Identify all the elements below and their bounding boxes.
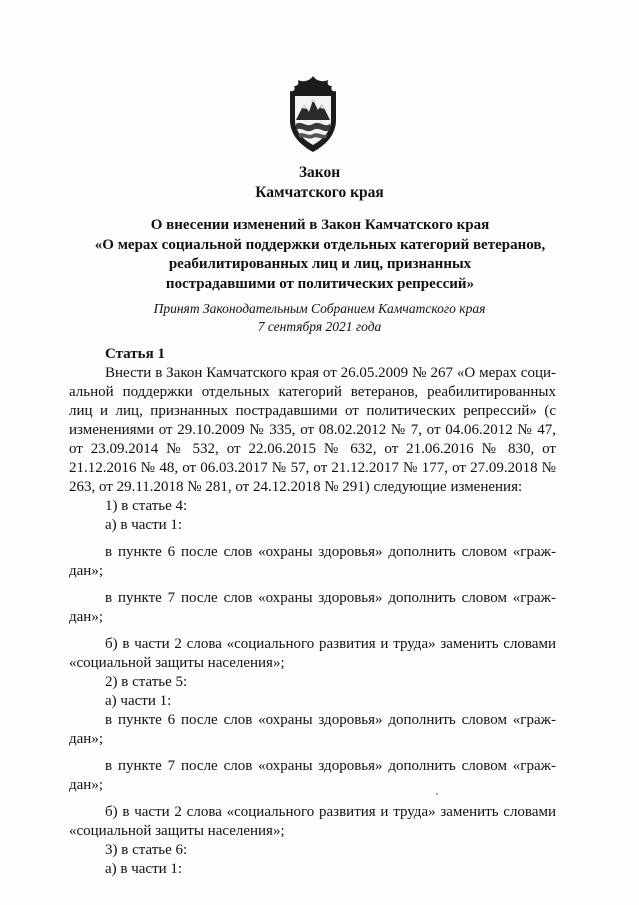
article-paragraph: в пункте 7 после слов «охраны здоровья» дополнить словом «граждан»; [69, 590, 556, 625]
law-title [0, 163, 639, 203]
subject-line-1: О внесении изменений в Закон Камчатского края [150, 217, 490, 233]
law-title-line-1: Закон [298, 164, 341, 181]
article-paragraph: б) в части 2 слова «социального развития и труда» заменить словами «социальной защиты населения»; [69, 804, 556, 839]
article-paragraph: б) в части 2 слова «социального развития и труда» заменить словами «социальной защиты населения»; [69, 636, 556, 671]
article-heading: Статья 1 [105, 346, 165, 362]
law-subject [60, 216, 580, 294]
article-paragraph: 1) в статье 4: [105, 498, 188, 514]
scan-speck [436, 793, 438, 795]
article-paragraph: 3) в статье 6: [105, 842, 188, 858]
adoption-note [0, 300, 639, 336]
article-paragraph: в пункте 6 после слов «охраны здоровья» дополнить словом «граждан»; [69, 712, 556, 747]
kamchatka-coat-of-arms-icon [284, 74, 342, 154]
article-paragraph: в пункте 7 после слов «охраны здоровья» дополнить словом «граждан»; [69, 758, 556, 793]
adoption-line-1: Принят Законодательным Собранием Камчатского края [153, 301, 486, 316]
article-paragraph: 2) в статье 5: [105, 674, 188, 690]
article-paragraph: а) части 1: [105, 693, 172, 709]
subject-line-3: реабилитированных лиц и лиц, признанных [168, 256, 472, 272]
adoption-line-2: 7 сентября 2021 года [257, 319, 382, 334]
subject-line-4: пострадавшими от политических репрессий» [165, 275, 475, 292]
subject-line-2: «О мерах социальной поддержки отдельных категорий ветеранов, [94, 236, 546, 253]
article-paragraph: в пункте 6 после слов «охраны здоровья» дополнить словом «граждан»; [69, 544, 556, 579]
article-body [69, 364, 556, 879]
law-title-line-2: Камчатского края [255, 184, 384, 201]
article-paragraph: а) в части 1: [105, 517, 183, 533]
article-paragraph: Внести в Закон Камчатского края от 26.05.2009 № 267 «О мерах социальной поддержки отдельных категорий ветеранов, реабилитированных лиц и лиц, признанных пострадавшими от политических репрессий» (с изменениями от 29.10.2009 № 335, от 08.02.2012 № 7, от 04.06.2012 № 47, от 23.09.2014 № 532, от 22.06.2015 № 632, от 21.06.2016 № 830, от 21.12.2016 № 48, от 06.03.2017 № 57, от 21.12.2017 № 177, от 27.09.2018 № 263, от 29.11.2018 № 281, от 24.12.2018 № 291) следующие изменения: [69, 365, 556, 495]
article-paragraph: а) в части 1: [105, 861, 183, 877]
